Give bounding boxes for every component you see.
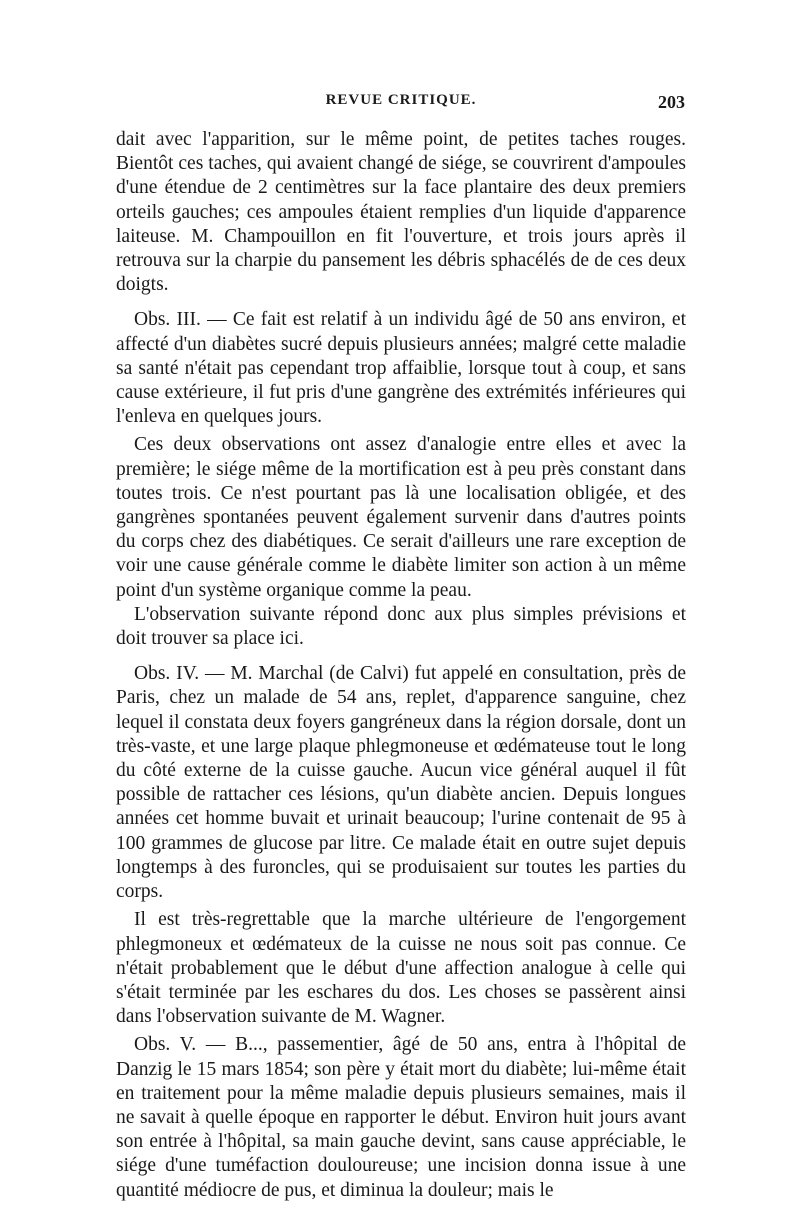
paragraph-regret: Il est très-regrettable que la marche ultérieure de l'engorgement phlegmoneux et œdémateux de la cuisse ne nous soit pas connue. Ce n'était probablement que le début d'une affection analogue à celle qui s'était terminée par les eschares du dos. Les choses se passèrent ainsi dans l'observation suivante de M. Wagner.	[116, 909, 686, 1028]
paragraph-obs-3: Obs. III. — Ce fait est relatif à un individu âgé de 50 ans environ, et affecté d'un diabètes sucré depuis plusieurs années; malgré cette maladie sa santé n'était pas cependant trop affaiblie, lorsque tout à coup, et sans cause extérieure, il fut pris d'une gangrène des extrémités inférieures qui l'enleva en quelques jours.	[116, 309, 686, 428]
paragraph-continuation: dait avec l'apparition, sur le même point, de petites taches rouges. Bientôt ces taches, qui avaient changé de siége, se couvrirent d'ampoules d'une étendue de 2 centimètres sur la face plantaire des deux premiers orteils gauches; ces ampoules étaient remplies d'un liquide d'apparence laiteuse. M. Champouillon en fit l'ouverture, et trois jours après il retrouva sur la charpie du pansement les débris sphacélés de de ces deux doigts.	[116, 129, 686, 296]
paragraph-commentary: Ces deux observations ont assez d'analogie entre elles et avec la première; le siége même de la mortification est à peu près constant dans toutes trois. Ce n'est pourtant pas là une localisation obligée, et des gangrènes spontanées peuvent également survenir dans d'autres points du corps chez des diabétiques. Ce serait d'ailleurs une rare exception de voir une cause générale comme le diabète limiter son action à un même point d'un système organique comme la peau.	[116, 434, 686, 601]
text-column	[116, 128, 686, 1203]
running-title: REVUE CRITIQUE.	[325, 92, 477, 108]
paragraph-obs-5: Obs. V. — B..., passementier, âgé de 50 ans, entra à l'hôpital de Danzig le 15 mars 1854; son père y était mort du diabète; lui-même était en traitement pour la même maladie depuis plusieurs semaines, mais il ne savait à quelle époque en rapporter le début. Environ huit jours avant son entrée à l'hôpital, sa main gauche devint, sans cause appréciable, le siége d'une tuméfaction douloureuse; une incision donna issue à une quantité médiocre de pus, et diminua la douleur; mais le	[116, 1034, 686, 1201]
paragraph-transition: L'observation suivante répond donc aux plus simples prévisions et doit trouver sa place ici.	[116, 603, 686, 650]
running-head	[117, 92, 685, 118]
page-number: 203	[658, 92, 685, 112]
paragraph-obs-4: Obs. IV. — M. Marchal (de Calvi) fut appelé en consultation, près de Paris, chez un malade de 54 ans, replet, d'apparence sanguine, chez lequel il constata deux foyers gangréneux dans la région dorsale, dont un très-vaste, et une large plaque phlegmoneuse et œdémateuse tout le long du côté externe de la cuisse gauche. Aucun vice général auquel il fût possible de rattacher ces lésions, qu'un diabète ancien. Depuis longues années cet homme buvait et urinait beaucoup; l'urine contenait de 95 à 100 grammes de glucose par litre. Ce malade était en outre sujet depuis longtemps à des furoncles, qui se produisaient sur toutes les parties du corps.	[116, 663, 686, 903]
